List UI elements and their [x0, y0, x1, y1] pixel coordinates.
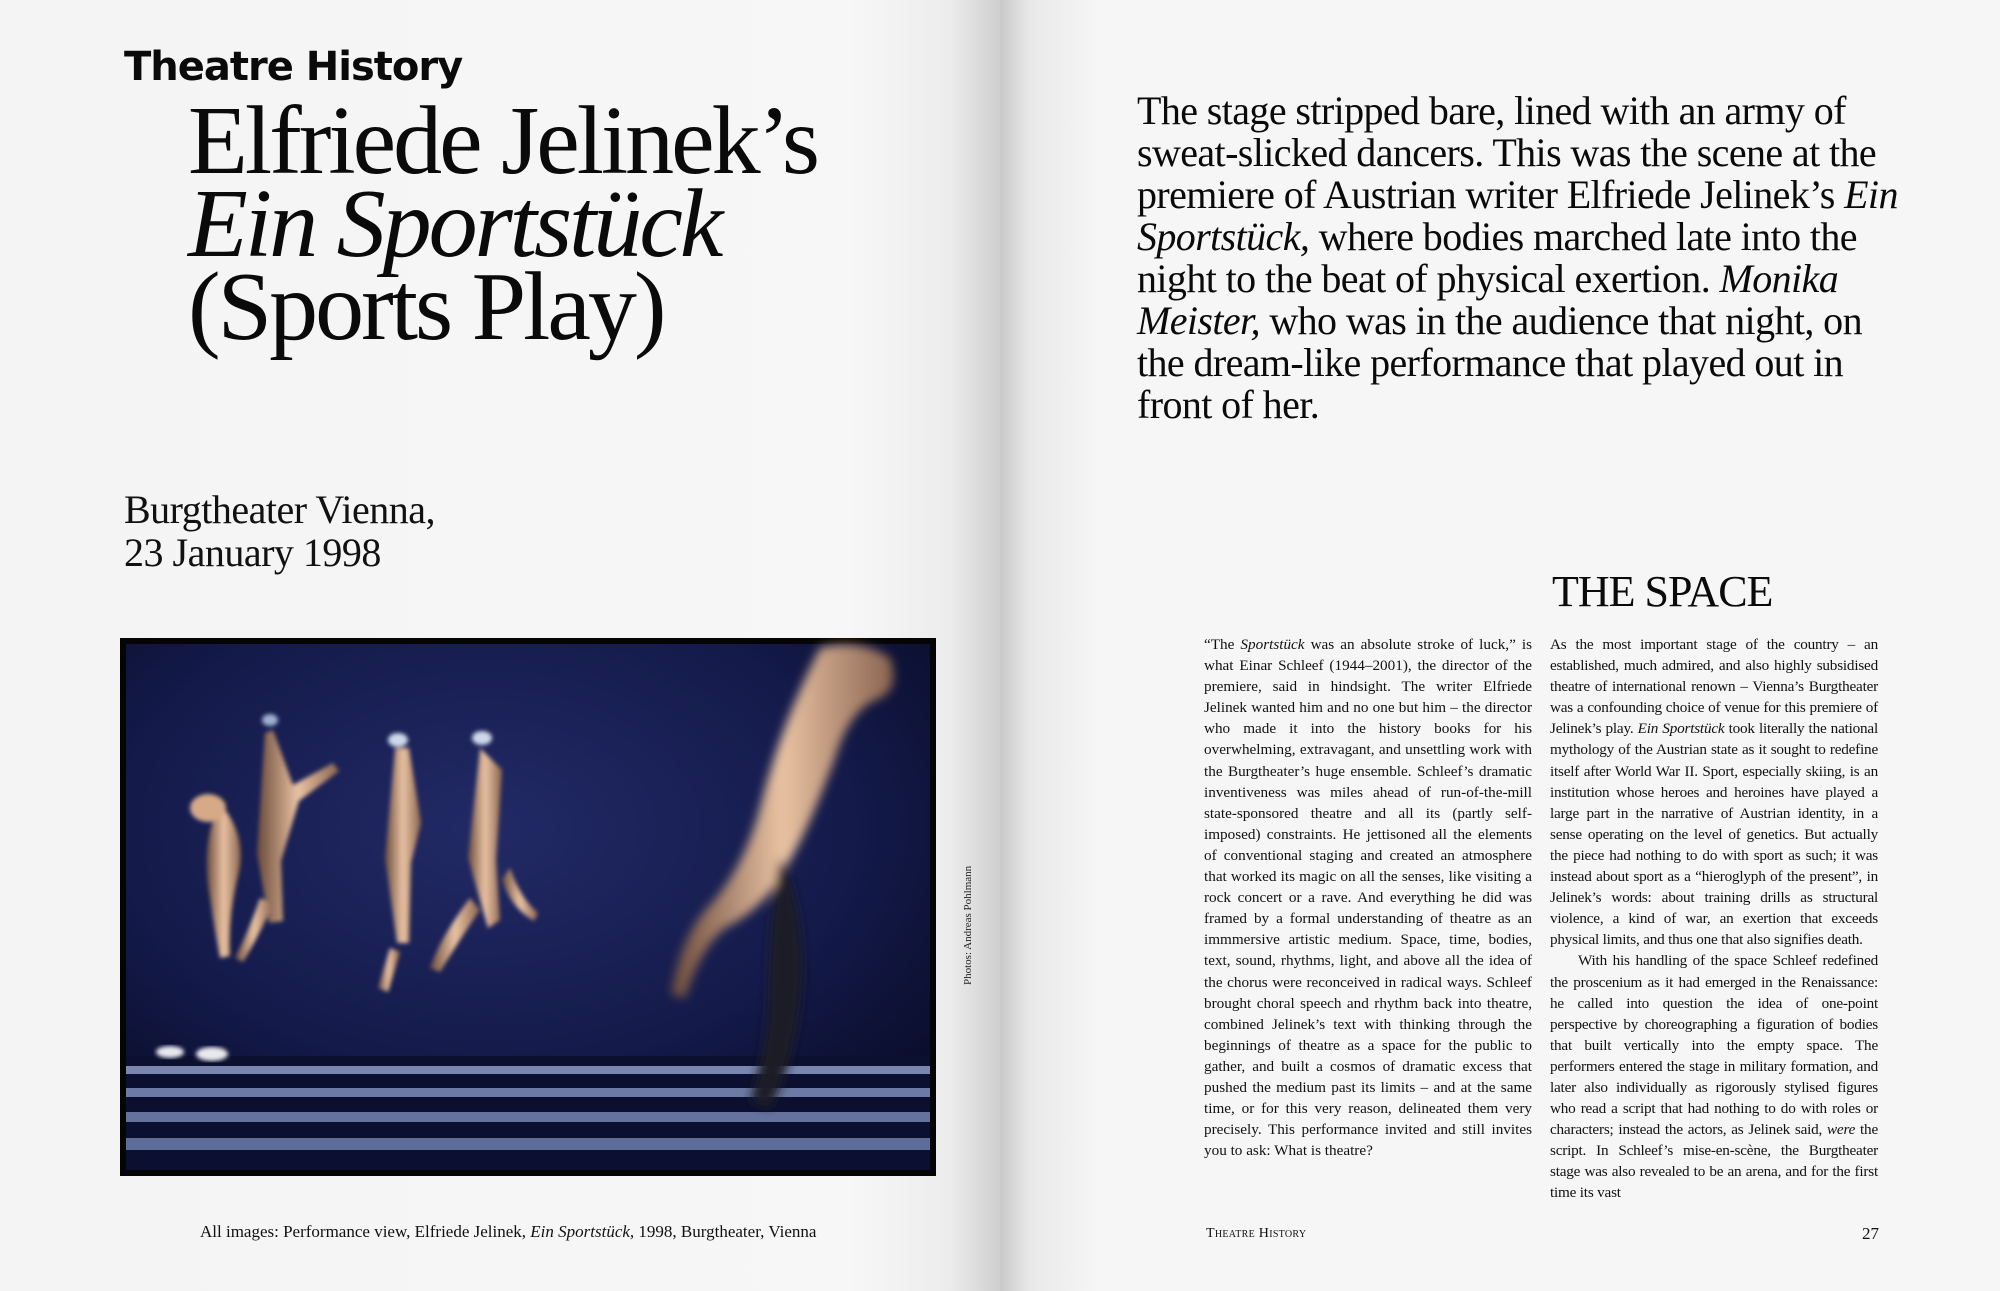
text-run: the script. In Schleef’s mise-en-scène, the Burgtheater stage was also revealed to be an arena, and for the first time its vast [1550, 1121, 1878, 1202]
page-number: 27 [1862, 1224, 1879, 1243]
text-run-italic: Sportstück [1240, 636, 1305, 653]
standfirst [1137, 90, 1917, 426]
paragraph [1550, 950, 1878, 1203]
standfirst-part-1: The stage stripped bare, lined with an army of sweat-slicked dancers. This was the scene at the premiere of Austrian writer Elfriede Jelinek’s [1137, 88, 1877, 217]
text-run-italic: were [1827, 1121, 1856, 1139]
performance-photo [120, 638, 936, 1176]
standfirst-author: Monika Meister, [1137, 256, 1839, 343]
text-run: As the most important stage of the country – an established, much admired, and also highly subsidised theatre of international renown – Vienna’s Burgtheater was a confounding choice of venue for this premiere of Jelinek’s play. [1550, 636, 1878, 738]
photo-credit: Photos: Andreas Pohlmann [962, 865, 974, 985]
photo-caption [200, 1222, 816, 1242]
paragraph [1204, 634, 1532, 1161]
standfirst-part-3: who was in the audience that night, on the dream-like performance that played out in front of her. [1137, 298, 1862, 427]
caption-work: Ein Sportstück, [530, 1222, 635, 1241]
article-title [188, 87, 928, 361]
standfirst-work: Ein Sportstück, [1137, 172, 1898, 259]
standfirst-part-2: where bodies marched late into the night to the beat of physical exertion. [1137, 214, 1857, 301]
title-line-3: (Sports Play) [188, 253, 664, 361]
text-run: was an absolute stroke of luck,” is what Einar Schleef (1944–2001), the director of the premiere, said in hindsight. The writer Elfriede Jelinek wanted him and no one but him – the director who made it into the history books for his overwhelming, extravagant, and unsettling work with the Burgtheater’s huge ensemble. Schleef’s dramatic inventiveness was miles ahead of run-of-the-mill state-sponsored theatre and all its (partly self-imposed) constraints. He jettisoned all the elements of conventional staging and created an atmosphere that worked its magic on all the senses, like visiting a rock concert or a rave. And everything he did was framed by a formal understanding of theatre as an immmersive artistic medium. Space, time, bodies, text, sound, rhythms, light, and above all the idea of the chorus were reconceived in radical ways. Schleef brought choral speech and rhythm back into theatre, combined Jelinek’s text with thinking through the beginnings of theatre as a space for the public to gather, and built a cosmos of dramatic excess that pushed the medium past its limits – and at the same time, or for this very reason, delineated them very precisely. This performance invited and still invites you to ask: What is theatre? [1204, 636, 1532, 1160]
title-line-1: Elfriede Jelinek’s [188, 87, 818, 195]
performance-photo-illustration [120, 638, 936, 1176]
title-line-2: Ein Sportstück [188, 170, 721, 278]
section-label: Theatre History [124, 44, 463, 90]
paragraph [1550, 634, 1878, 950]
text-run: took literally the national mythology of the Austrian state as it sought to redefine itself after World War II. Sport, especially skiing, is an institution whose heroes and heroines have played a large part in the narrative of Austrian identity, in a sense operating on the level of genetics. But actually the piece had nothing to do with sport as such; it was instead about sport as a “hieroglyph of the present”, in Jelinek’s words: about training drills as structural violence, a kind of war, an exertion that exceeds physical limits, and thus one that also signifies death. [1550, 720, 1878, 949]
text-run: “The [1204, 636, 1241, 653]
text-run: With his handling of the space Schleef redefined the proscenium as it had emerged in the Renaissance: he called into question the idea of one-point perspective by choreographing a figuration of bodies that built vertically into the empty space. The performers entered the stage in military formation, and later also individually as rigorously stylised figures who read a script that had nothing to do with roles or characters; instead the actors, as Jelinek said, [1550, 952, 1878, 1139]
right-page [1000, 0, 2000, 1291]
body-column-1 [1204, 634, 1532, 1161]
section-heading: THE SPACE [1552, 567, 1773, 616]
body-column-2 [1550, 634, 1878, 1204]
stage-floor [126, 1056, 930, 1170]
venue-date [124, 488, 435, 574]
caption-suffix: 1998, Burgtheater, Vienna [634, 1222, 817, 1241]
running-head: Theatre History [1206, 1226, 1307, 1241]
text-run-italic: Ein Sportstück [1637, 720, 1725, 738]
caption-prefix: All images: Performance view, Elfriede Jelinek, [200, 1222, 531, 1241]
venue-line: Burgtheater Vienna, [124, 487, 435, 532]
date-line: 23 January 1998 [124, 530, 381, 575]
